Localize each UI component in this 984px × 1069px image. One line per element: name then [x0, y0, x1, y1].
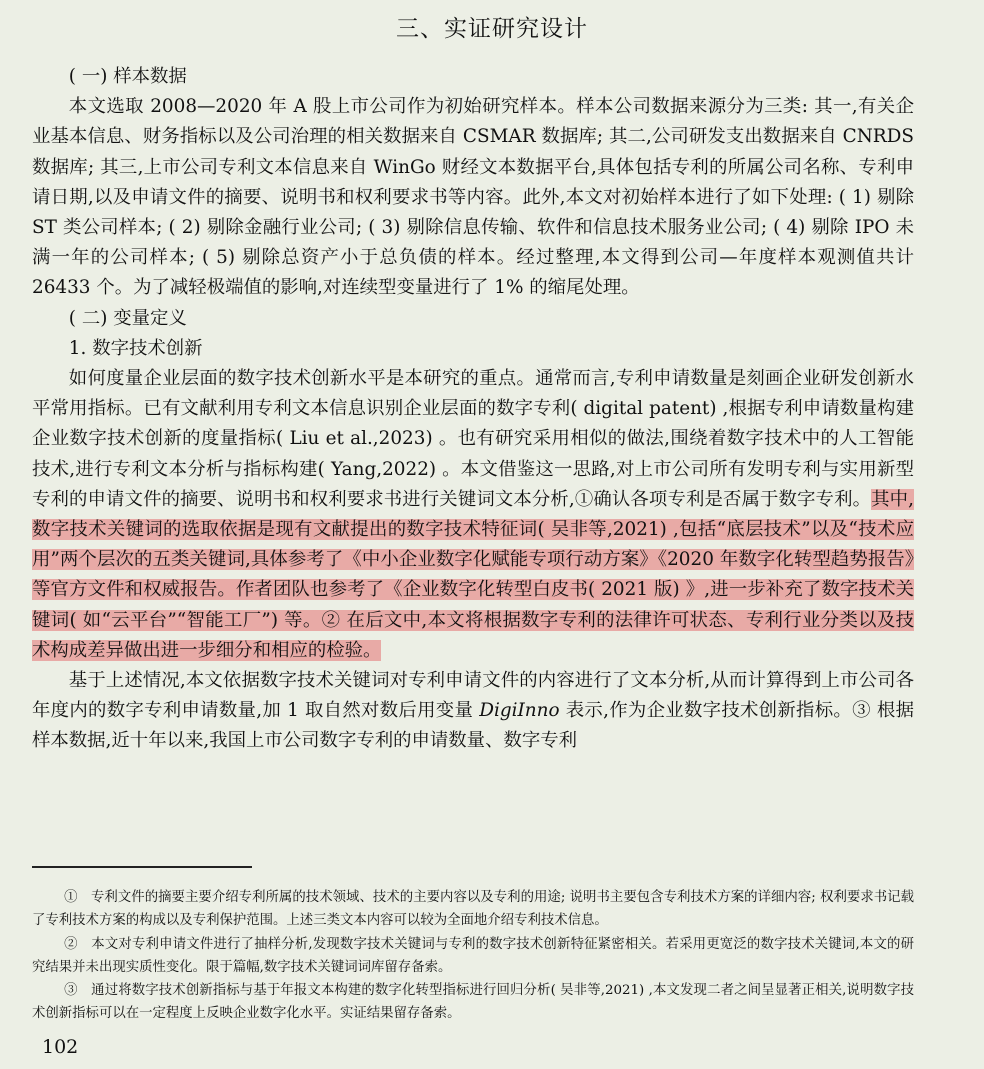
footnote-divider: [32, 866, 252, 868]
page-number: 102: [42, 1036, 79, 1058]
highlighted-passage: 其中,数字技术关键词的选取依据是现有文献提出的数字技术特征词( 吴非等,2021) ,包括“底层技术”以及“技术应用”两个层次的五类关键词,具体参考了《中小企业数字化赋能专项行动方案》《2020 年数字化转型趋势报告》等官方文件和权威报告。作者团队也参考了《企业数字化转型白皮书( 2021 版) 》,进一步补充了数字技术关键词( 如“云平台”“智能工厂”) 等。② 在后文中,本文将根据数字专利的法律许可状态、专利行业分类以及技术构成差异做出进一步细分和相应的检验。: [32, 488, 914, 661]
measurement-text-before: 基于上述情况,本文依据数字技术关键词对专利申请文件的内容进行了文本分析,从而计算得到上市公司各年度内的数字专利申请数量,加 1 取自然对数后用变量: [32, 670, 914, 722]
section-title: 三、实证研究设计: [396, 16, 588, 42]
main-body: [32, 62, 914, 757]
footnotes: [32, 886, 914, 1026]
variable-name: DigiInno: [479, 700, 560, 722]
footnote-1: ① 专利文件的摘要主要介绍专利所属的技术领域、技术的主要内容以及专利的用途; 说明书主要包含专利技术方案的详细内容; 权利要求书记载了专利技术方案的构成以及专利保护范围。上述三类文本内容可以较为全面地介绍专利技术信息。: [32, 890, 914, 929]
paragraph-plain-text: 如何度量企业层面的数字技术创新水平是本研究的重点。通常而言,专利申请数量是刻画企业研发创新水平常用指标。已有文献利用专利文本信息识别企业层面的数字专利( digital patent) ,根据专利申请数量构建企业数字技术创新的度量指标( Liu et al.,2023) 。也有研究采用相似的做法,围绕着数字技术中的人工智能技术,进行专利文本分析与指标构建( Yang,2022) 。本文借鉴这一思路,对上市公司所有发明专利与实用新型专利的申请文件的摘要、说明书和权利要求书进行关键词文本分析,①确认各项专利是否属于数字专利。: [32, 368, 914, 510]
digital-innovation-paragraph: [32, 364, 914, 666]
footnote-2: ② 本文对专利申请文件进行了抽样分析,发现数字技术关键词与专利的数字技术创新特征紧密相关。若采用更宽泛的数字技术关键词,本文的研究结果并未出现实质性变化。限于篇幅,数字技术关键词词库留存备索。: [32, 936, 914, 975]
sample-data-heading: ( 一) 样本数据: [68, 66, 187, 87]
variable-definition-heading: ( 二) 变量定义: [68, 307, 187, 329]
footnote-3: ③ 通过将数字技术创新指标与基于年报文本构建的数字化转型指标进行回归分析( 吴非等,2021) ,本文发现二者之间呈显著正相关,说明数字技术创新指标可以在一定程度上反映企业数字化水平。实证结果留存备索。: [32, 983, 914, 1022]
sample-data-paragraph: 本文选取 2008—2020 年 A 股上市公司作为初始研究样本。样本公司数据来源分为三类: 其一,有关企业基本信息、财务指标以及公司治理的相关数据来自 CSMAR 数据库; 其二,公司研发支出数据来自 CNRDS 数据库; 其三,上市公司专利文本信息来自 WinGo 财经文本数据平台,具体包括专利的所属公司名称、专利申请日期,以及申请文件的摘要、说明书和权利要求书等内容。此外,本文对初始样本进行了如下处理: ( 1) 剔除 ST 类公司样本; ( 2) 剔除金融行业公司; ( 3) 剔除信息传输、软件和信息技术服务业公司; ( 4) 剔除 IPO 未满一年的公司样本; ( 5) 剔除总资产小于总负债的样本。经过整理,本文得到公司—年度样本观测值共计 26433 个。为了减轻极端值的影响,对连续型变量进行了 1% 的缩尾处理。: [32, 96, 914, 299]
digital-innovation-subheading: 1. 数字技术创新: [68, 337, 203, 359]
measurement-text-after: 表示,作为企业数字技术创新指标。③ 根据样本数据,近十年以来,我国上市公司数字专利的申请数量、数字专利: [32, 700, 914, 752]
measurement-paragraph: [32, 666, 914, 757]
